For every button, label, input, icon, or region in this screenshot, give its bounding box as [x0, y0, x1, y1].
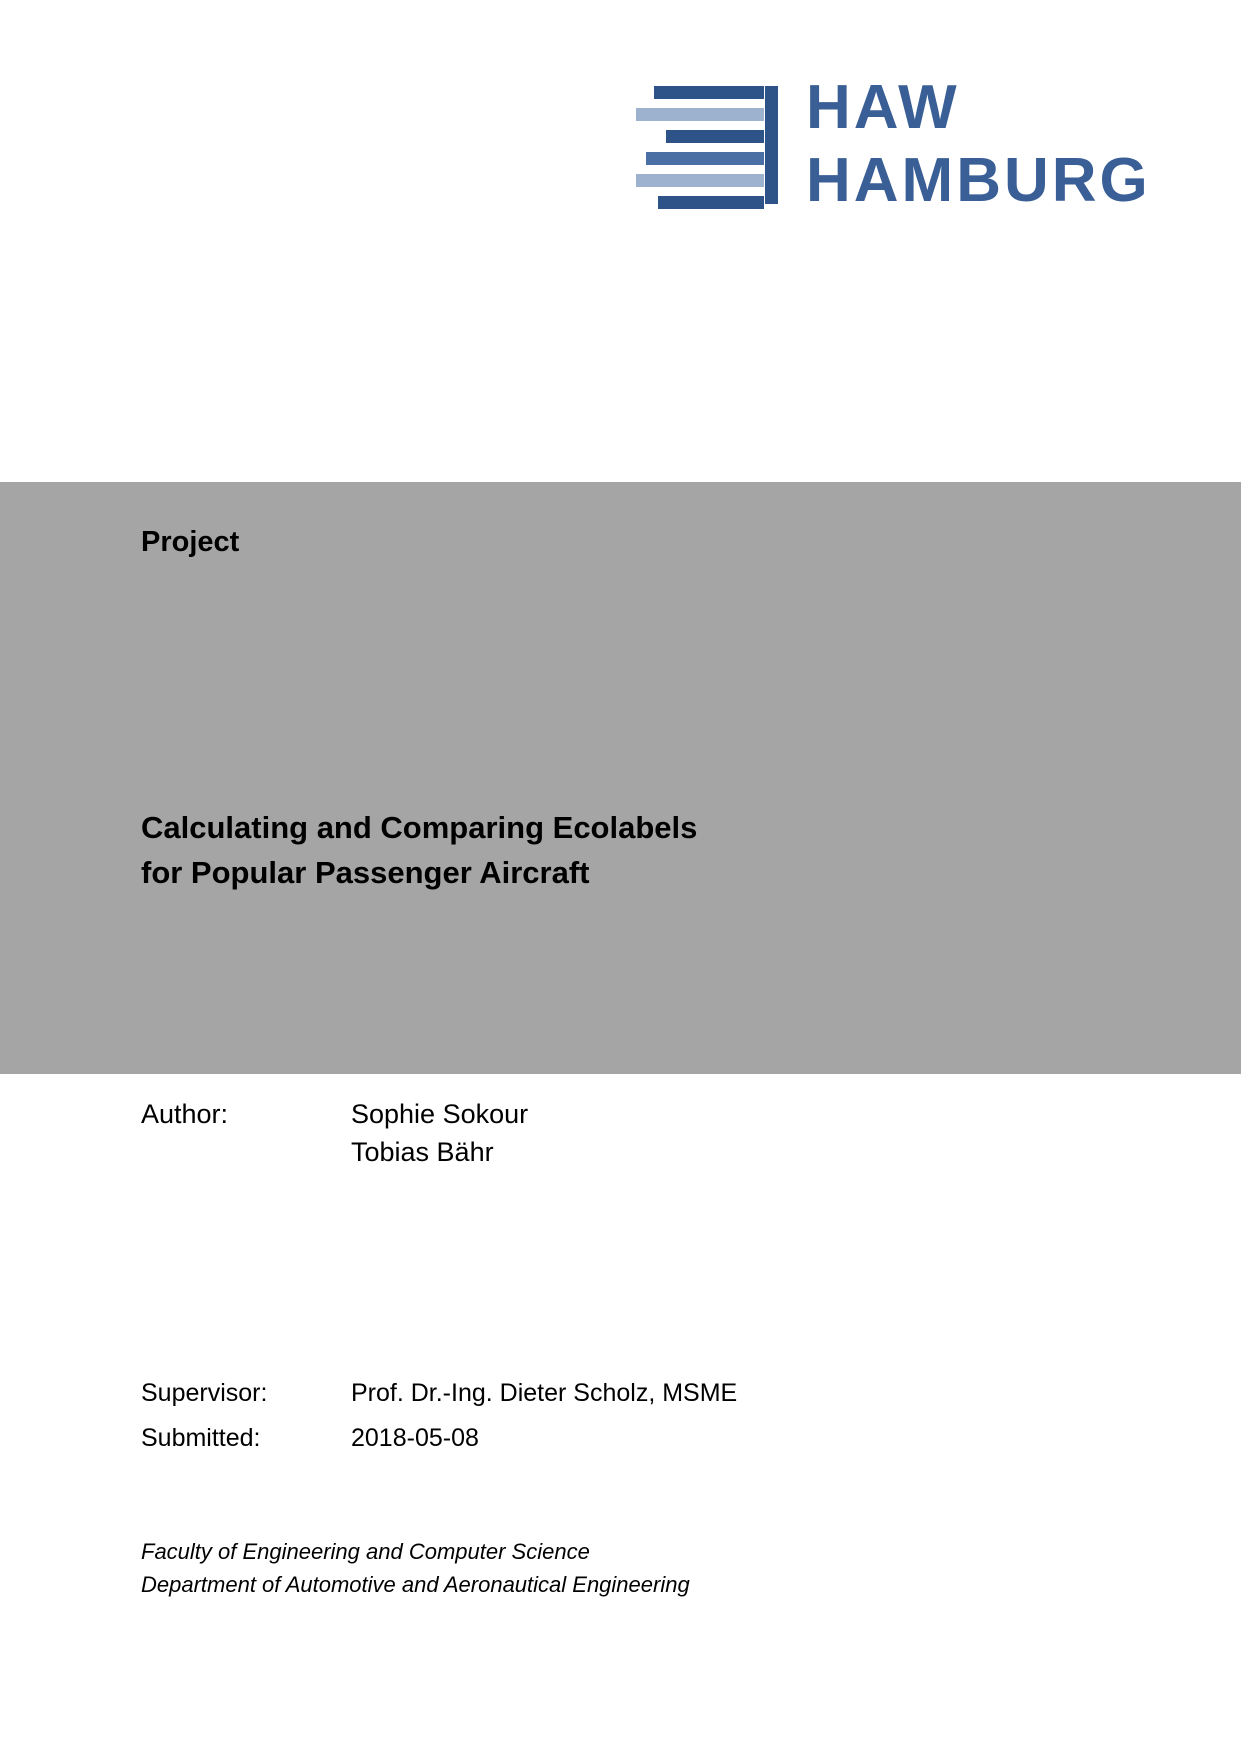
author-row-1: [141, 1101, 528, 1128]
author-name-1: Sophie Sokour: [351, 1099, 529, 1129]
document-kind: Project: [141, 526, 240, 558]
faculty-block: [141, 1535, 690, 1601]
submitted-label: Submitted:: [141, 1423, 261, 1452]
author-label: Author:: [141, 1099, 229, 1129]
author-block: [141, 1101, 528, 1177]
author-row-2: [141, 1139, 528, 1166]
haw-bars-icon: [636, 70, 778, 220]
faculty-name: Faculty of Engineering and Computer Science: [141, 1539, 590, 1564]
submitted-value: 2018-05-08: [351, 1423, 479, 1452]
supervisor-value: Prof. Dr.-Ing. Dieter Scholz, MSME: [351, 1379, 738, 1407]
department-name: Department of Automotive and Aeronautical Engineering: [141, 1572, 690, 1597]
logo-line-1: HAW: [806, 72, 960, 142]
haw-hamburg-logo: [636, 62, 1156, 227]
title-band: [0, 482, 1241, 1074]
page-title-line-1: Calculating and Comparing Ecolabels: [141, 810, 698, 845]
page-title: [141, 806, 697, 896]
page-title-line-2: for Popular Passenger Aircraft: [141, 854, 590, 890]
logo-wordmark: [806, 72, 1151, 217]
supervisor-label: Supervisor:: [141, 1379, 268, 1407]
submitted-row: [141, 1422, 737, 1456]
submission-block: [141, 1377, 737, 1467]
author-name-2: Tobias Bähr: [351, 1137, 494, 1167]
supervisor-row: [141, 1377, 737, 1411]
logo-line-2: HAMBURG: [806, 145, 1151, 215]
author-label-spacer: [141, 1139, 351, 1166]
